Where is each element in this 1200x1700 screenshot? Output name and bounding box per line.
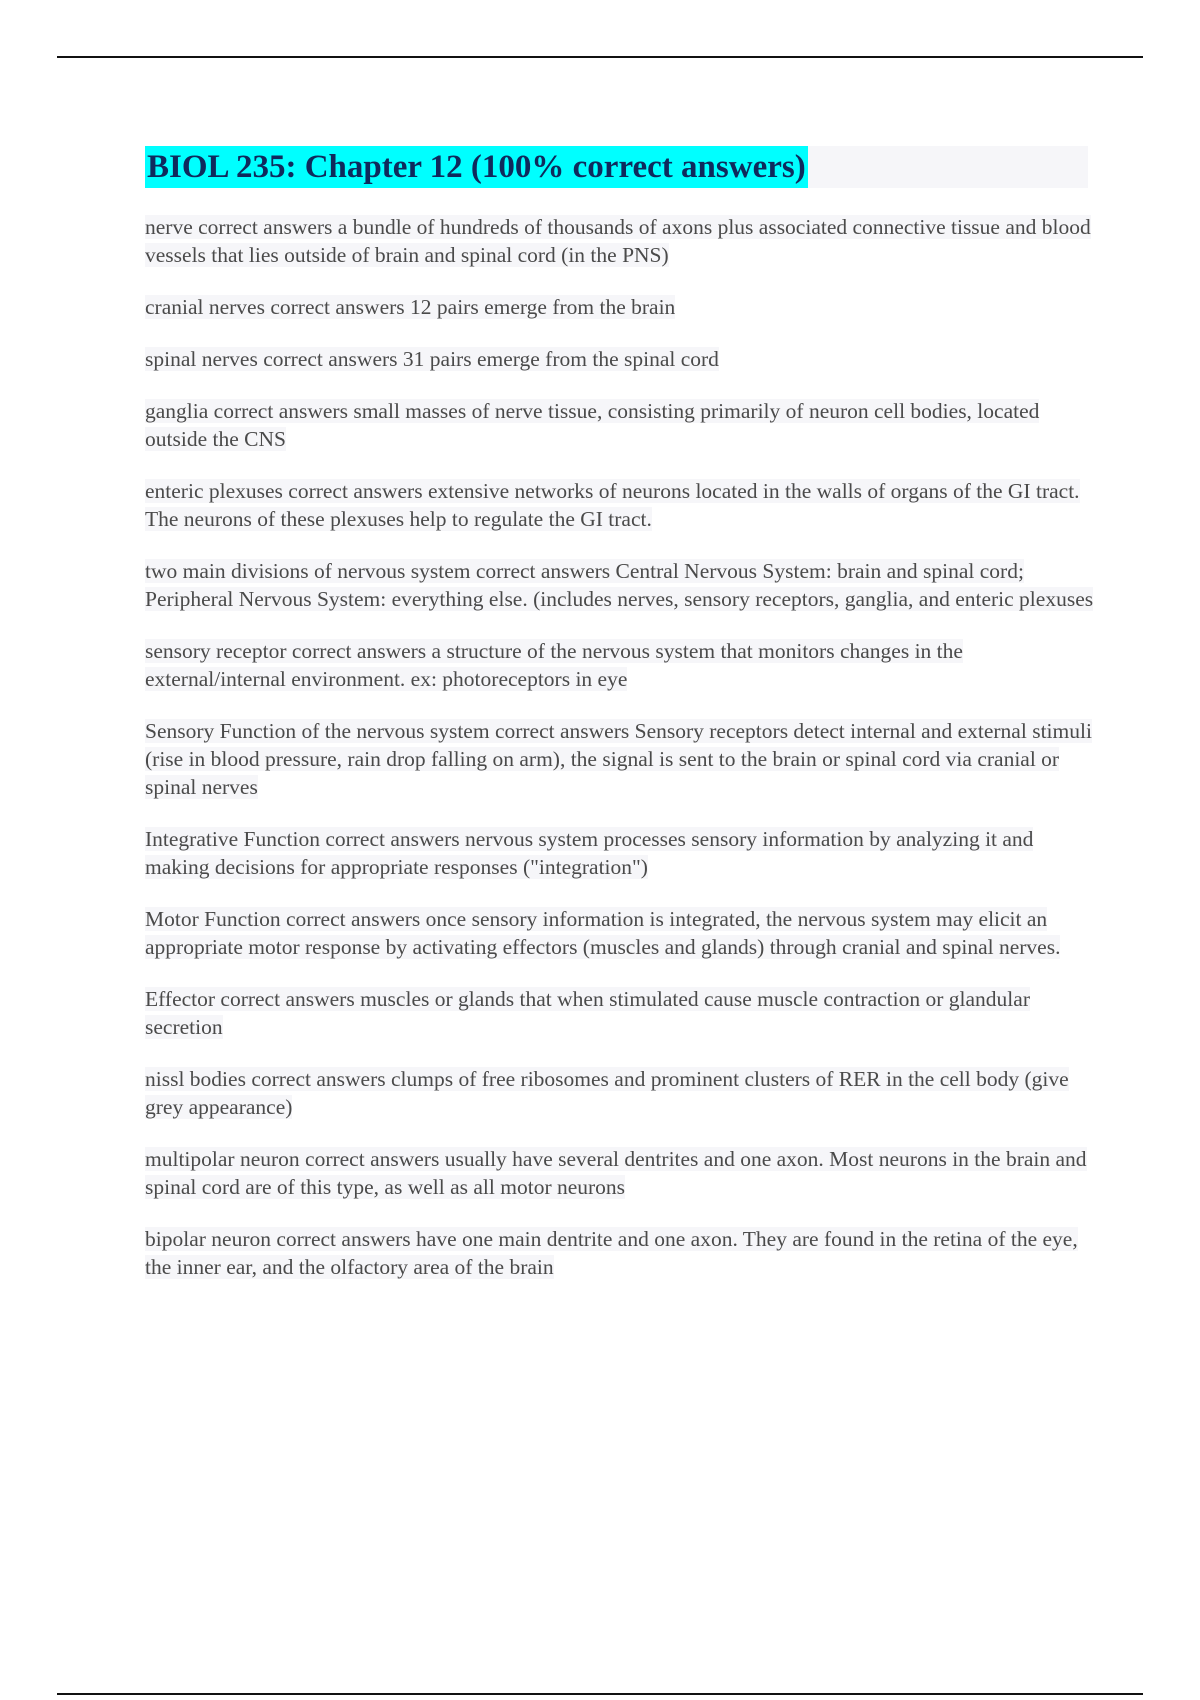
entry-text: nissl bodies correct answers clumps of free ribosomes and prominent clusters of RER in the cell body (give grey appearance) <box>145 1067 1069 1119</box>
entry <box>145 905 1095 961</box>
entry-text: spinal nerves correct answers 31 pairs emerge from the spinal cord <box>145 347 719 371</box>
entry <box>145 1225 1095 1281</box>
entry <box>145 213 1095 269</box>
page-title: BIOL 235: Chapter 12 (100% correct answers) <box>145 146 808 188</box>
entry-text: ganglia correct answers small masses of nerve tissue, consisting primarily of neuron cell bodies, located outside the CNS <box>145 399 1040 451</box>
entry <box>145 293 1095 321</box>
entry-text: bipolar neuron correct answers have one main dentrite and one axon. They are found in the retina of the eye, the inner ear, and the olfactory area of the brain <box>145 1227 1078 1279</box>
title-row <box>145 146 1088 188</box>
entries-list <box>145 213 1095 1305</box>
entry <box>145 1065 1095 1121</box>
entry-text: nerve correct answers a bundle of hundreds of thousands of axons plus associated connective tissue and blood vessels that lies outside of brain and spinal cord (in the PNS) <box>145 215 1091 267</box>
entry <box>145 477 1095 533</box>
entry-text: multipolar neuron correct answers usually have several dentrites and one axon. Most neurons in the brain and spinal cord are of this type, as well as all motor neurons <box>145 1147 1087 1199</box>
top-rule <box>57 56 1143 58</box>
entry-text: two main divisions of nervous system correct answers Central Nervous System: brain and spinal cord; Peripheral Nervous System: everything else. (includes nerves, sensory receptors, ganglia, and enteric plexuses <box>145 559 1094 611</box>
entry-text: Sensory Function of the nervous system correct answers Sensory receptors detect internal and external stimuli (rise in blood pressure, rain drop falling on arm), the signal is sent to the brain or spinal cord via cranial or spinal nerves <box>145 719 1092 799</box>
entry-text: enteric plexuses correct answers extensive networks of neurons located in the walls of organs of the GI tract. The neurons of these plexuses help to regulate the GI tract. <box>145 479 1080 531</box>
entry-text: Motor Function correct answers once sensory information is integrated, the nervous system may elicit an appropriate motor response by activating effectors (muscles and glands) through cranial and spinal nerves. <box>145 907 1061 959</box>
entry <box>145 717 1095 801</box>
entry <box>145 557 1095 613</box>
entry <box>145 397 1095 453</box>
entry <box>145 1145 1095 1201</box>
entry <box>145 985 1095 1041</box>
entry <box>145 825 1095 881</box>
entry <box>145 637 1095 693</box>
entry-text: Integrative Function correct answers nervous system processes sensory information by analyzing it and making decisions for appropriate responses ("integration") <box>145 827 1034 879</box>
entry-text: Effector correct answers muscles or glands that when stimulated cause muscle contraction or glandular secretion <box>145 987 1030 1039</box>
entry-text: sensory receptor correct answers a structure of the nervous system that monitors changes in the external/internal environment. ex: photoreceptors in eye <box>145 639 963 691</box>
entry-text: cranial nerves correct answers 12 pairs emerge from the brain <box>145 295 676 319</box>
entry <box>145 345 1095 373</box>
bottom-rule <box>57 1693 1143 1695</box>
